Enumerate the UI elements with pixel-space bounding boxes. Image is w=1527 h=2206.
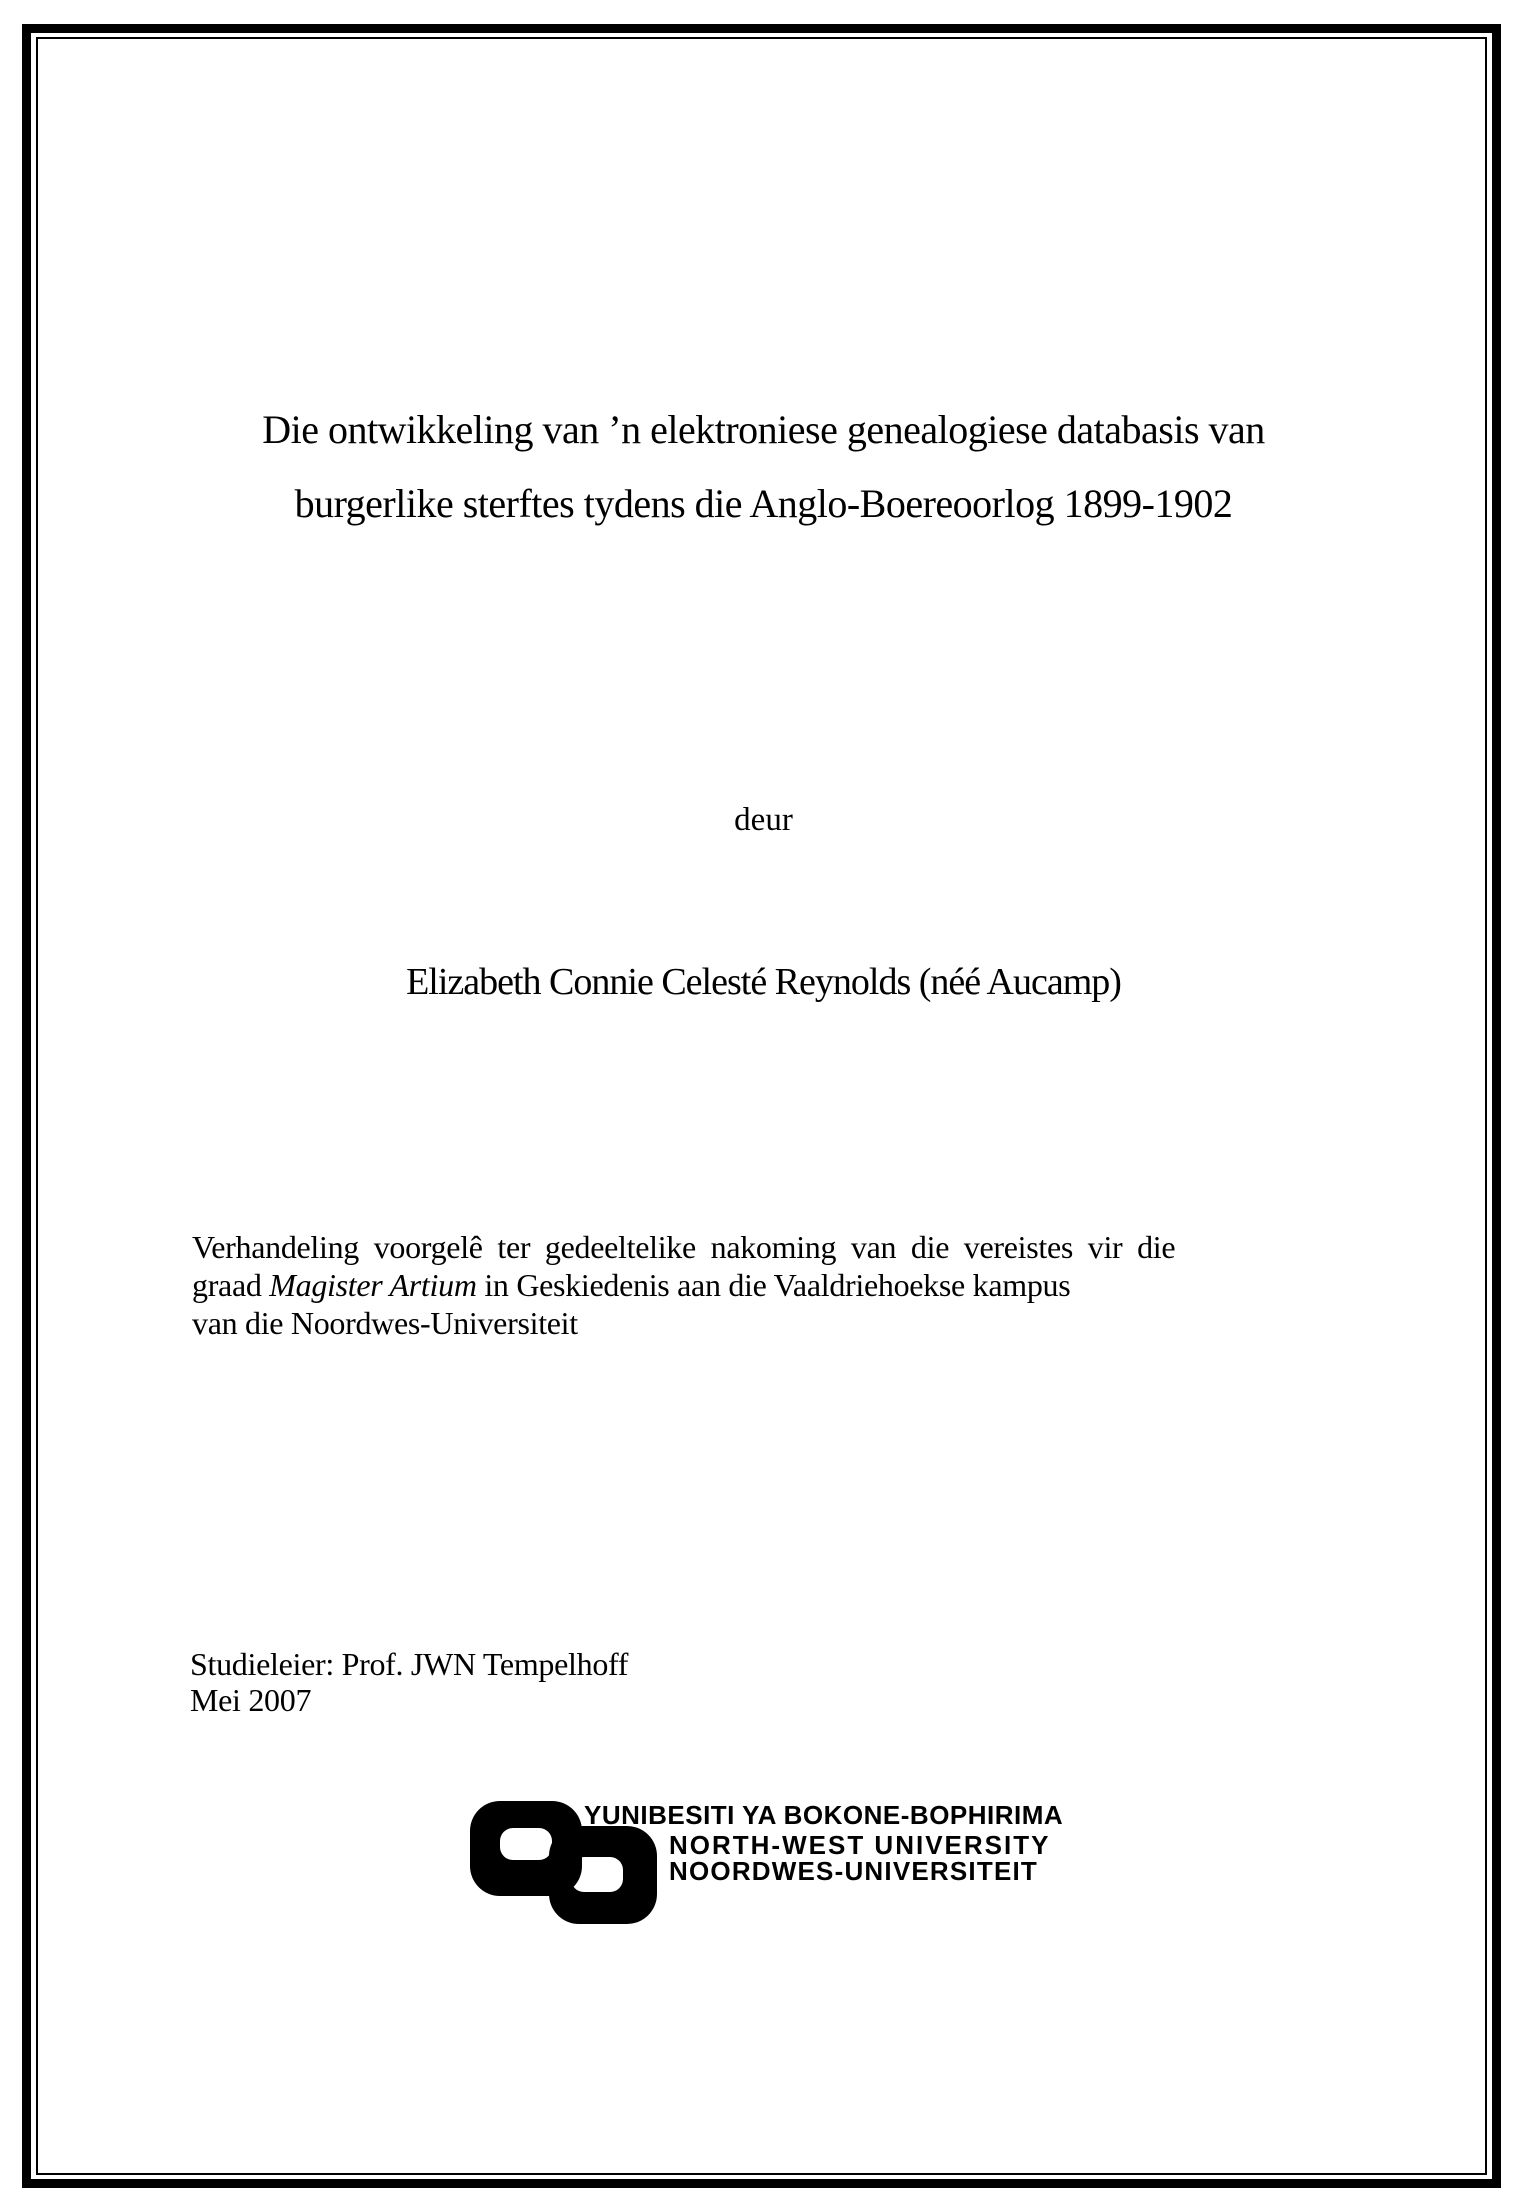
author-name: Elizabeth Connie Celesté Reynolds (néé Aucamp) (406, 961, 1121, 1003)
university-name-english: NORTH-WEST UNIVERSITY (669, 1830, 1051, 1860)
university-name-afrikaans: NOORDWES-UNIVERSITEIT (669, 1856, 1038, 1886)
date-line: Mei 2007 (190, 1682, 312, 1718)
byline: deur (734, 802, 793, 838)
submission-statement (192, 1228, 1342, 1342)
submission-line-2 (192, 1266, 1342, 1304)
submission-line-3: van die Noordwes-Universiteit (192, 1305, 578, 1341)
supervisor-line: Studieleier: Prof. JWN Tempelhoff (190, 1646, 629, 1682)
submission-line-2-pre: graad (192, 1267, 270, 1303)
degree-name: Magister Artium (269, 1267, 477, 1303)
submission-line-1: Verhandeling voorgelê ter gedeeltelike nakoming van die vereistes vir die (192, 1229, 1176, 1265)
title-line-2: burgerlike sterftes tydens die Anglo-Boereoorlog 1899-1902 (294, 481, 1233, 526)
university-name-setswana: YUNIBESITI YA BOKONE-BOPHIRIMA (584, 1800, 1064, 1830)
title-line-1: Die ontwikkeling van ’n elektroniese genealogiese databasis van (262, 407, 1265, 452)
submission-line-2-post: in Geskiedenis aan die Vaaldriehoekse kampus (476, 1267, 1071, 1303)
university-logo-block (470, 1797, 1110, 1937)
supervisor-block (190, 1646, 628, 1718)
page-title (100, 393, 1427, 541)
